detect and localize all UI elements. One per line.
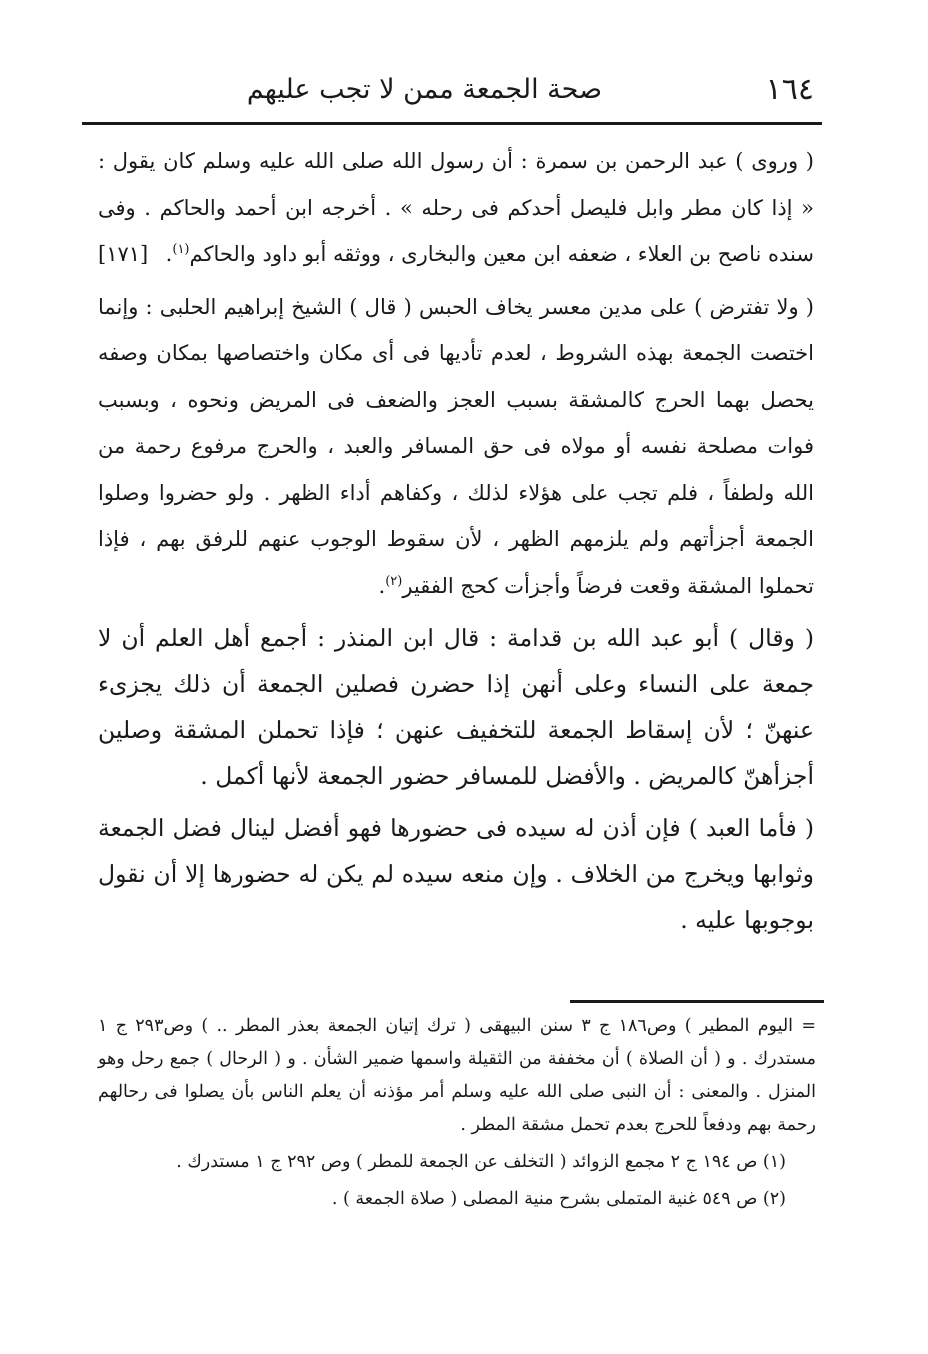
main-text — [98, 138, 814, 949]
paragraph-1-end: . — [165, 242, 173, 266]
footnote-ref-2: (٢) — [385, 573, 403, 589]
paragraph-1-text: ( وروى ) عبد الرحمن بن سمرة : أن رسول الله صلى الله عليه وسلم كان يقول : « إذا كان مطر وابل فليصل أحدكم فى رحله » . أخرجه ابن أحمد والحاكم . وفى سنده ناصح بن العلاء ، ضعفه ابن معين والبخارى ، ووثقه أبو داود والحاكم — [98, 149, 814, 266]
footnote-ref-1: (١) — [172, 242, 190, 257]
paragraph-4-text: ( فأما العبد ) فإن أذن له سيده فى حضورها فهو أفضل لينال فضل الجمعة وثوابها ويخرج من الخلاف . وإن منعه سيده لم يكن له حضورها إلا أن نقول بوجوبها عليه . — [98, 814, 814, 934]
page-header — [82, 66, 822, 116]
paragraph-2-text: ( ولا تفترض ) على مدين معسر يخاف الحبس ( قال ) الشيخ إبراهيم الحلبى : وإنما اختصت الجمعة بهذه الشروط ، لعدم تأديها فى أى مكان واختصاصها بمكان وصفه يحصل بهما الحرج كالمشقة بسبب العجز والضعف فى المريض ونحوه ، وبسبب فوات مصلحة نفسه أو مولاه فى حق المسافر والعبد ، والحرج مرفوع رحمة من الله ولطفاً ، فلم تجب على هؤلاء لذلك ، وكفاهم أداء الظهر . ولو حضروا وصلوا الجمعة أجزأتهم ولم يلزمهم الظهر ، لأن سقوط الوجوب عنهم للرفق بهم ، فإذا تحملوا المشقة وقعت فرضاً وأجزأت كحج الفقير — [98, 294, 814, 598]
paragraph-2 — [98, 284, 814, 610]
footnote-1: (١) ص ١٩٤ ج ٢ مجمع الزوائد ( التخلف عن الجمعة للمطر ) وص ٢٩٢ ج ١ مستدرك . — [176, 1152, 786, 1172]
header-divider — [82, 122, 822, 125]
footnotes-section — [98, 1010, 816, 1220]
footnote-2: (٢) ص ٥٤٩ غنية المتملى بشرح منية المصلى ( صلاة الجمعة ) . — [331, 1189, 786, 1209]
paragraph-1 — [98, 138, 814, 278]
paragraph-3-text: ( وقال ) أبو عبد الله بن قدامة : قال ابن المنذر : أجمع أهل العلم أن لا جمعة على النساء وعلى أنهن إذا حضرن فصلين الجمعة أن ذلك يجزىء عنهنّ ؛ لأن إسقاط الجمعة للتخفيف عنهن ؛ فإذا تحملن المشقة وصلين أجزأهنّ كالمريض . والأفضل للمسافر حضور الجمعة لأنها أكمل . — [98, 624, 814, 790]
running-title: صحة الجمعة ممن لا تجب عليهم — [246, 74, 602, 105]
hadith-number-marker: [١٧١] — [98, 242, 149, 266]
footnote-divider — [570, 1000, 824, 1003]
paragraph-2-end: . — [378, 573, 386, 598]
paragraph-3 — [98, 615, 814, 799]
page-number: ١٦٤ — [765, 72, 814, 107]
paragraph-4 — [98, 805, 814, 943]
footnote-continuation: = اليوم المطير ) وص١٨٦ ج ٣ سنن البيهقى ( ترك إتيان الجمعة بعذر المطر .. ) وص٢٩٣ ج ١ مستدرك . و ( أن الصلاة ) أن مخففة من الثقيلة واسمها ضمير الشأن . و ( الرحال ) جمع رحل وهو المنزل . والمعنى : أن النبى صلى الله عليه وسلم أمر مؤذنه أن يعلم الناس بأن يصلوا فى رحالهم رحمة بهم ودفعاً للحرج بعدم تحمل مشقة المطر . — [98, 1016, 816, 1135]
